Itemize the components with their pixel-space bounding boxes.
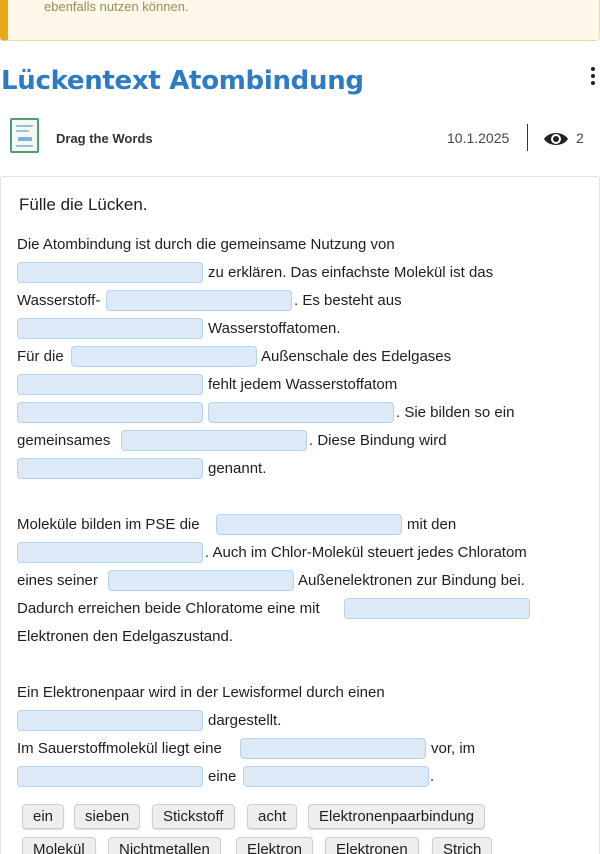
text-segment: eine	[208, 768, 237, 785]
blank-drop-zone[interactable]	[17, 374, 203, 395]
blank-drop-zone[interactable]	[17, 402, 203, 423]
more-options-icon[interactable]	[586, 64, 600, 92]
text-segment: Für die	[17, 348, 64, 365]
text-segment: Wasserstoff-	[17, 292, 101, 309]
meta-divider	[527, 124, 528, 151]
text-segment: zu erklären. Das einfachste Molekül ist das	[208, 264, 494, 281]
word-chip[interactable]: Molekül	[22, 837, 96, 854]
word-chip[interactable]: sieben	[74, 804, 140, 829]
notice-box	[0, 0, 600, 41]
blank-drop-zone[interactable]	[208, 402, 394, 423]
text-segment: dargestellt.	[208, 712, 282, 729]
text-segment: eines seiner	[17, 572, 98, 589]
blank-drop-zone[interactable]	[17, 262, 203, 283]
text-segment: vor, im	[431, 740, 476, 757]
blank-drop-zone[interactable]	[17, 458, 203, 479]
word-chip[interactable]: Nichtmetallen	[108, 837, 221, 854]
eye-icon	[543, 130, 569, 148]
word-chip[interactable]: acht	[247, 804, 297, 829]
blank-drop-zone[interactable]	[17, 542, 203, 563]
text-segment: . Sie bilden so ein	[396, 404, 515, 421]
text-segment: Ein Elektronenpaar wird in der Lewisformel durch einen	[17, 684, 385, 701]
word-chip[interactable]: Strich	[432, 837, 492, 854]
drag-the-words-icon	[10, 118, 39, 153]
content-type-label: Drag the Words	[56, 131, 153, 146]
publish-date: 10.1.2025	[447, 130, 510, 146]
text-segment: . Auch im Chlor-Molekül steuert jedes Chloratom	[205, 544, 527, 561]
notice-text: ebenfalls nutzen können.	[44, 0, 189, 14]
text-segment: genannt.	[208, 460, 267, 477]
text-segment: fehlt jedem Wasserstoffatom	[208, 376, 398, 393]
blank-drop-zone[interactable]	[106, 290, 292, 311]
word-chip[interactable]: Elektronenpaarbindung	[308, 804, 485, 829]
blank-drop-zone[interactable]	[243, 766, 429, 787]
text-segment: Die Atombindung ist durch die gemeinsame Nutzung von	[17, 236, 395, 253]
text-segment: Außenschale des Edelgases	[261, 348, 452, 365]
blank-drop-zone[interactable]	[344, 598, 530, 619]
blank-drop-zone[interactable]	[121, 430, 307, 451]
blank-drop-zone[interactable]	[240, 738, 426, 759]
task-instruction: Fülle die Lücken.	[19, 195, 148, 214]
text-segment: . Diese Bindung wird	[309, 432, 447, 449]
text-segment: . Es besteht aus	[294, 292, 402, 309]
text-segment: Außenelektronen zur Bindung bei.	[298, 572, 525, 589]
text-segment: .	[430, 768, 435, 785]
text-segment: Dadurch erreichen beide Chloratome eine mit	[17, 600, 320, 617]
text-segment: Wasserstoffatomen.	[208, 320, 341, 337]
text-segment: mit den	[407, 516, 457, 533]
blank-drop-zone[interactable]	[71, 346, 257, 367]
blank-drop-zone[interactable]	[216, 514, 402, 535]
word-chip[interactable]: ein	[22, 804, 64, 829]
blank-drop-zone[interactable]	[17, 710, 203, 731]
text-segment: gemeinsames	[17, 432, 111, 449]
text-segment: Moleküle bilden im PSE die	[17, 516, 200, 533]
word-chip[interactable]: Stickstoff	[152, 804, 235, 829]
text-segment: Elektronen den Edelgaszustand.	[17, 628, 233, 645]
word-chip[interactable]: Elektron	[236, 837, 313, 854]
page-title: Lückentext Atombindung	[1, 66, 364, 96]
blank-drop-zone[interactable]	[17, 318, 203, 339]
word-chip[interactable]: Elektronen	[325, 837, 419, 854]
blank-drop-zone[interactable]	[17, 766, 203, 787]
view-count: 2	[576, 130, 584, 146]
text-segment: Im Sauerstoffmolekül liegt eine	[17, 740, 222, 757]
blank-drop-zone[interactable]	[108, 570, 294, 591]
